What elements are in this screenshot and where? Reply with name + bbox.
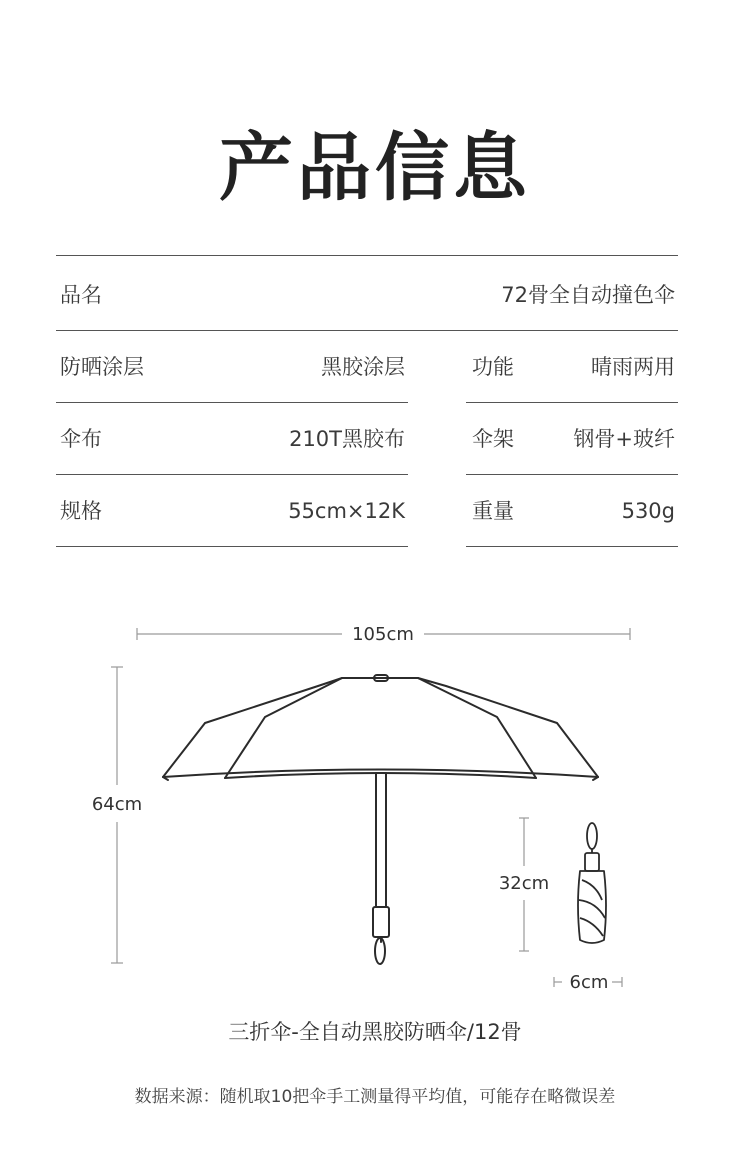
fabric-label: 伞布	[60, 427, 102, 451]
measurement-note: 数据来源：随机取10把伞手工测量得平均值，可能存在略微误差	[134, 1087, 616, 1107]
coating-label: 防晒涂层	[60, 355, 144, 379]
coating-value: 黑胶涂层	[321, 355, 405, 379]
frame-value: 钢骨+玻纤	[573, 427, 675, 451]
page-title: 产品信息	[219, 125, 531, 211]
open-height-dimension	[111, 667, 123, 963]
size-label: 规格	[60, 499, 102, 523]
open-height-label: 64cm	[91, 794, 143, 815]
open-umbrella-illustration	[163, 675, 598, 964]
weight-value: 530g	[621, 499, 675, 523]
product-name-label: 品名	[60, 283, 102, 307]
product-caption: 三折伞-全自动黑胶防晒伞/12骨	[228, 1020, 522, 1044]
weight-label: 重量	[472, 499, 514, 523]
folded-umbrella-illustration	[578, 823, 606, 943]
function-value: 晴雨两用	[591, 355, 675, 379]
open-width-label: 105cm	[352, 624, 414, 645]
folded-height-label: 32cm	[498, 873, 550, 894]
function-label: 功能	[472, 355, 514, 379]
frame-label: 伞架	[472, 427, 514, 451]
size-value: 55cm×12K	[288, 499, 405, 523]
fabric-value: 210T黑胶布	[289, 427, 405, 451]
folded-width-label: 6cm	[569, 972, 609, 993]
product-name-value: 72骨全自动撞色伞	[501, 283, 675, 307]
